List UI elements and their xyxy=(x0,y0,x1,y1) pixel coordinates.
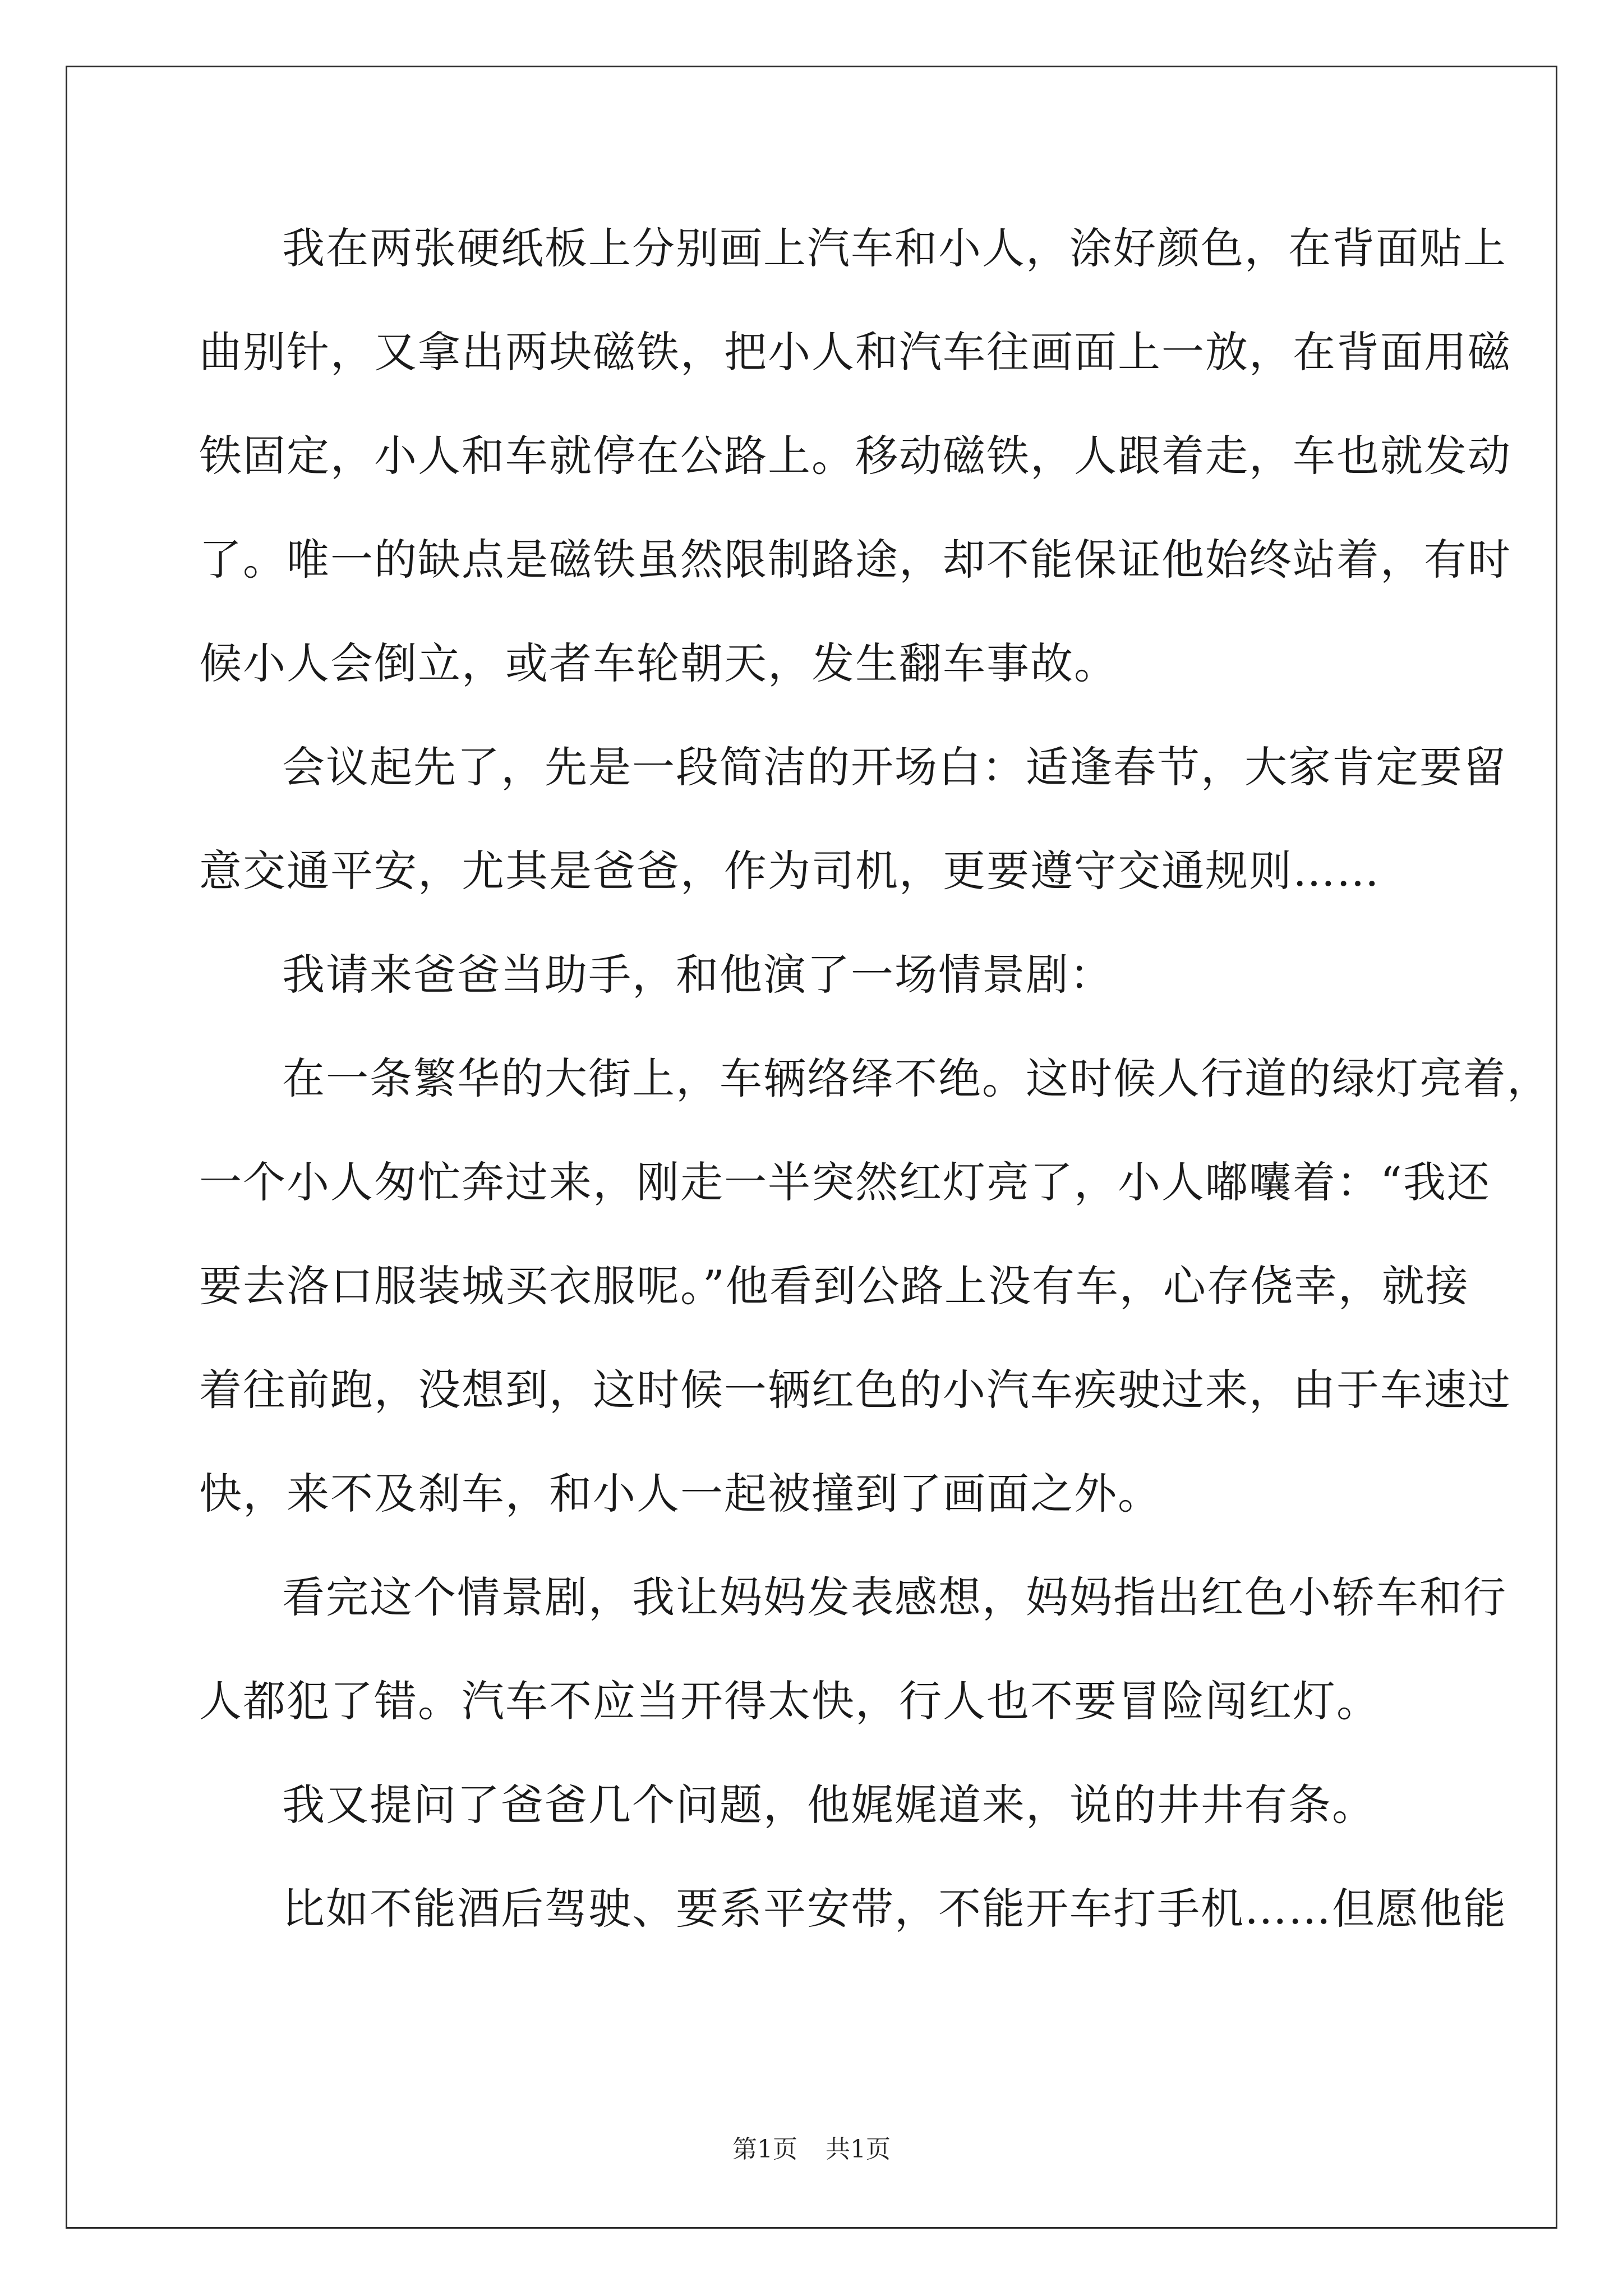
text-line: 我请来爸爸当助手，和他演了一场情景剧： xyxy=(282,950,1113,1000)
text-line: 意交通平安，尤其是爸爸，作为司机，更要遵守交通规则…… xyxy=(199,846,1380,896)
page-number-total: 共1页 xyxy=(826,2135,891,2164)
text-line: 我又提问了爸爸几个问题，他娓娓道来，说的井井有条。 xyxy=(282,1780,1376,1830)
text-line: 看完这个情景剧，我让妈妈发表感想，妈妈指出红色小轿车和行 xyxy=(282,1572,1507,1622)
text-line: 在一条繁华的大街上，车辆络绎不绝。这时候人行道的绿灯亮着， xyxy=(282,1053,1551,1103)
text-line: 铁固定，小人和车就停在公路上。移动磁铁，人跟着走，车也就发动 xyxy=(199,431,1511,481)
text-line: 我在两张硬纸板上分别画上汽车和小人，涂好颜色，在背面贴上 xyxy=(282,223,1507,273)
text-line: 曲别针，又拿出两块磁铁，把小人和汽车往画面上一放，在背面用磁 xyxy=(199,327,1511,377)
text-line: 要去洛口服装城买衣服呢。”他看到公路上没有车，心存侥幸，就接 xyxy=(199,1261,1469,1311)
text-line: 会议起先了，先是一段简洁的开场白：适逢春节，大家肯定要留 xyxy=(282,742,1507,792)
text-line: 候小人会倒立，或者车轮朝天，发生翻车事故。 xyxy=(199,638,1118,688)
page-number-current: 第1页 xyxy=(732,2135,797,2164)
text-line: 人都犯了错。汽车不应当开得太快，行人也不要冒险闯红灯。 xyxy=(199,1676,1380,1726)
text-line: 一个小人匆忙奔过来，刚走一半突然红灯亮了，小人嘟囔着：“我还 xyxy=(199,1157,1491,1207)
text-line: 比如不能酒后驾驶、要系平安带，不能开车打手机……但愿他能 xyxy=(282,1884,1507,1934)
text-line: 了。唯一的缺点是磁铁虽然限制路途，却不能保证他始终站着，有时 xyxy=(199,535,1511,585)
page-footer xyxy=(0,2133,1623,2166)
text-line: 着往前跑，没想到，这时候一辆红色的小汽车疾驶过来，由于车速过 xyxy=(199,1365,1511,1415)
document-body xyxy=(199,196,1551,1961)
text-line: 快，来不及刹车，和小人一起被撞到了画面之外。 xyxy=(199,1469,1161,1519)
